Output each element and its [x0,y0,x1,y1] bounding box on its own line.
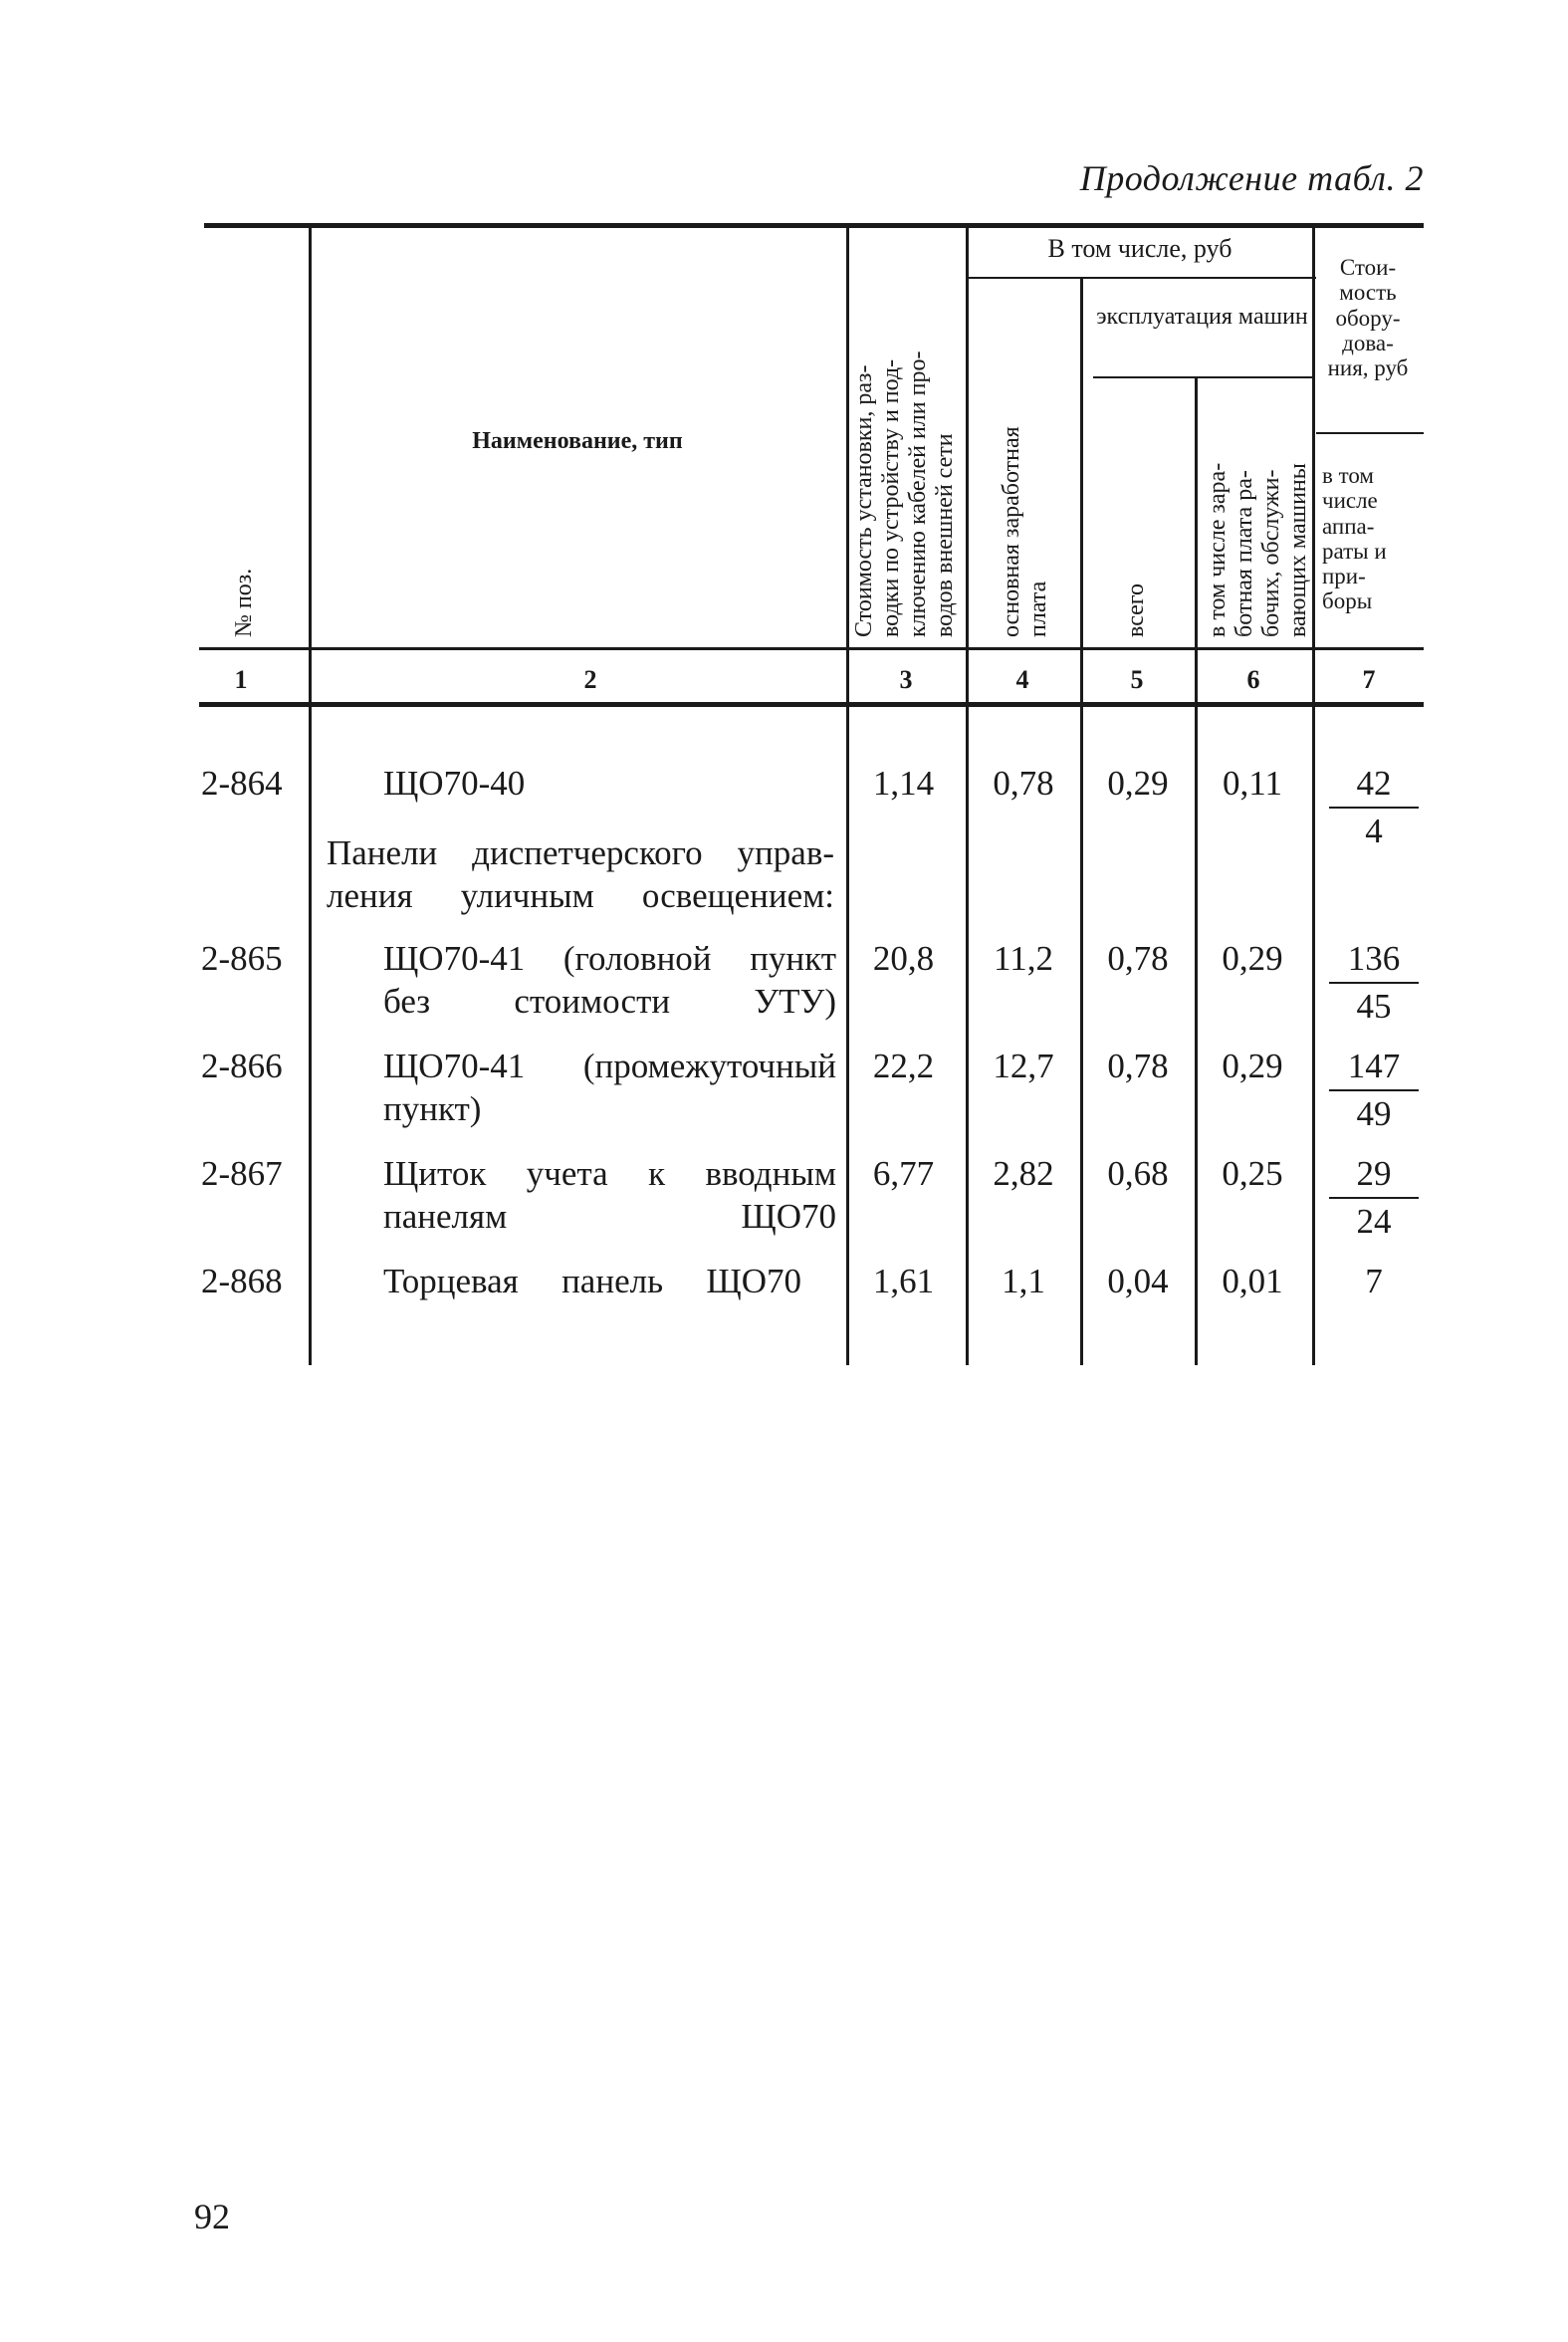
row-name: ЩО70-41 (промежуточный пункт) [383,1047,836,1128]
row-devices-cost: 45 [1356,987,1392,1026]
row-pos: 2-868 [201,1262,283,1300]
row-equipment-cost: 136 [1347,939,1401,978]
fraction-line [1329,1197,1419,1199]
row-pos: 2-866 [201,1047,283,1085]
row-base-salary: 1,1 [1002,1262,1045,1300]
row-devices-cost: 4 [1365,812,1383,850]
header-pos: № поз. [231,568,257,637]
row-machines-total: 0,78 [1107,939,1169,978]
row-install-cost: 1,14 [872,764,935,803]
row-name: Торцевая панель ЩО70 [383,1262,801,1300]
header-equipment-cost: Стои-мость обору-дова-ния, руб [1327,255,1409,381]
fraction-line [1329,807,1419,809]
row-install-cost: 6,77 [872,1154,935,1193]
row-machines-salary: 0,29 [1222,939,1283,978]
header-rule-equipment [1316,432,1424,434]
header-bottom-rule [199,647,1424,650]
row-name: ЩО70-40 [383,764,526,803]
col-divider-4 [1080,279,1083,1365]
column-number-3: 3 [899,665,913,694]
fraction-line [1329,982,1419,984]
header-total: всего [1123,583,1149,637]
row-machines-total: 0,78 [1107,1047,1169,1085]
page-number: 92 [194,2197,230,2236]
fraction-line [1329,1089,1419,1091]
column-number-4: 4 [1015,665,1029,694]
column-number-7: 7 [1362,665,1376,694]
col-divider-6 [1312,227,1315,1365]
header-incl-rub: В том числе, руб [1047,234,1232,263]
table-top-rule [204,223,1424,228]
row-machines-total: 0,04 [1107,1262,1169,1300]
row-devices-cost: 49 [1356,1094,1392,1133]
row-equipment-cost: 29 [1356,1154,1392,1193]
row-devices-cost: 24 [1356,1202,1392,1241]
column-number-2: 2 [583,665,597,694]
column-number-1: 1 [234,665,248,694]
column-number-5: 5 [1130,665,1144,694]
header-name: Наименование, тип [472,428,683,454]
row-pos: 2-867 [201,1154,283,1193]
row-machines-salary: 0,29 [1222,1047,1283,1085]
col-divider-3 [966,227,969,1365]
row-pos: 2-865 [201,939,283,978]
row-install-cost: 1,61 [872,1262,935,1300]
group-heading: Панели диспетчерского управ- ления уличным освещением: [327,833,834,915]
row-pos: 2-864 [201,764,283,803]
row-base-salary: 2,82 [993,1154,1054,1193]
row-machines-salary: 0,11 [1223,764,1282,803]
header-base-salary: основная заработная плата [999,426,1051,637]
table-caption: Продолжение табл. 2 [1079,158,1424,198]
header-incl-worker-salary: в том числе зара- ботная плата ра- бочих, обслужи- вающих машины [1205,462,1311,637]
col-divider-2 [846,227,849,1365]
row-machines-salary: 0,01 [1222,1262,1283,1300]
row-base-salary: 12,7 [993,1047,1054,1085]
row-base-salary: 0,78 [993,764,1054,803]
header-incl-devices: в том числе аппа-раты и при-боры [1322,463,1387,614]
column-number-6: 6 [1246,665,1260,694]
col-divider-5 [1195,378,1198,1365]
row-machines-salary: 0,25 [1222,1154,1283,1193]
header-rule-machines [1093,376,1314,378]
row-machines-total: 0,68 [1107,1154,1169,1193]
row-equipment-cost: 147 [1347,1047,1401,1085]
row-equipment-cost: 7 [1365,1262,1383,1300]
header-install-cost: Стоимость установки, раз- водки по устройству и под- ключению кабелей или про- водов внешней сети [851,351,958,637]
colnum-bottom-rule [199,702,1424,707]
header-rule-incl [968,277,1316,279]
row-name: ЩО70-41 (головной пункт без стоимости УТУ) [383,939,836,1021]
row-name: Щиток учета к вводным панелям ЩО70 [383,1154,836,1236]
row-machines-total: 0,29 [1107,764,1169,803]
row-install-cost: 20,8 [872,939,935,978]
header-machine-operation: эксплуатация машин [1096,304,1308,330]
row-install-cost: 22,2 [872,1047,935,1085]
row-equipment-cost: 42 [1356,764,1392,803]
row-base-salary: 11,2 [994,939,1053,978]
